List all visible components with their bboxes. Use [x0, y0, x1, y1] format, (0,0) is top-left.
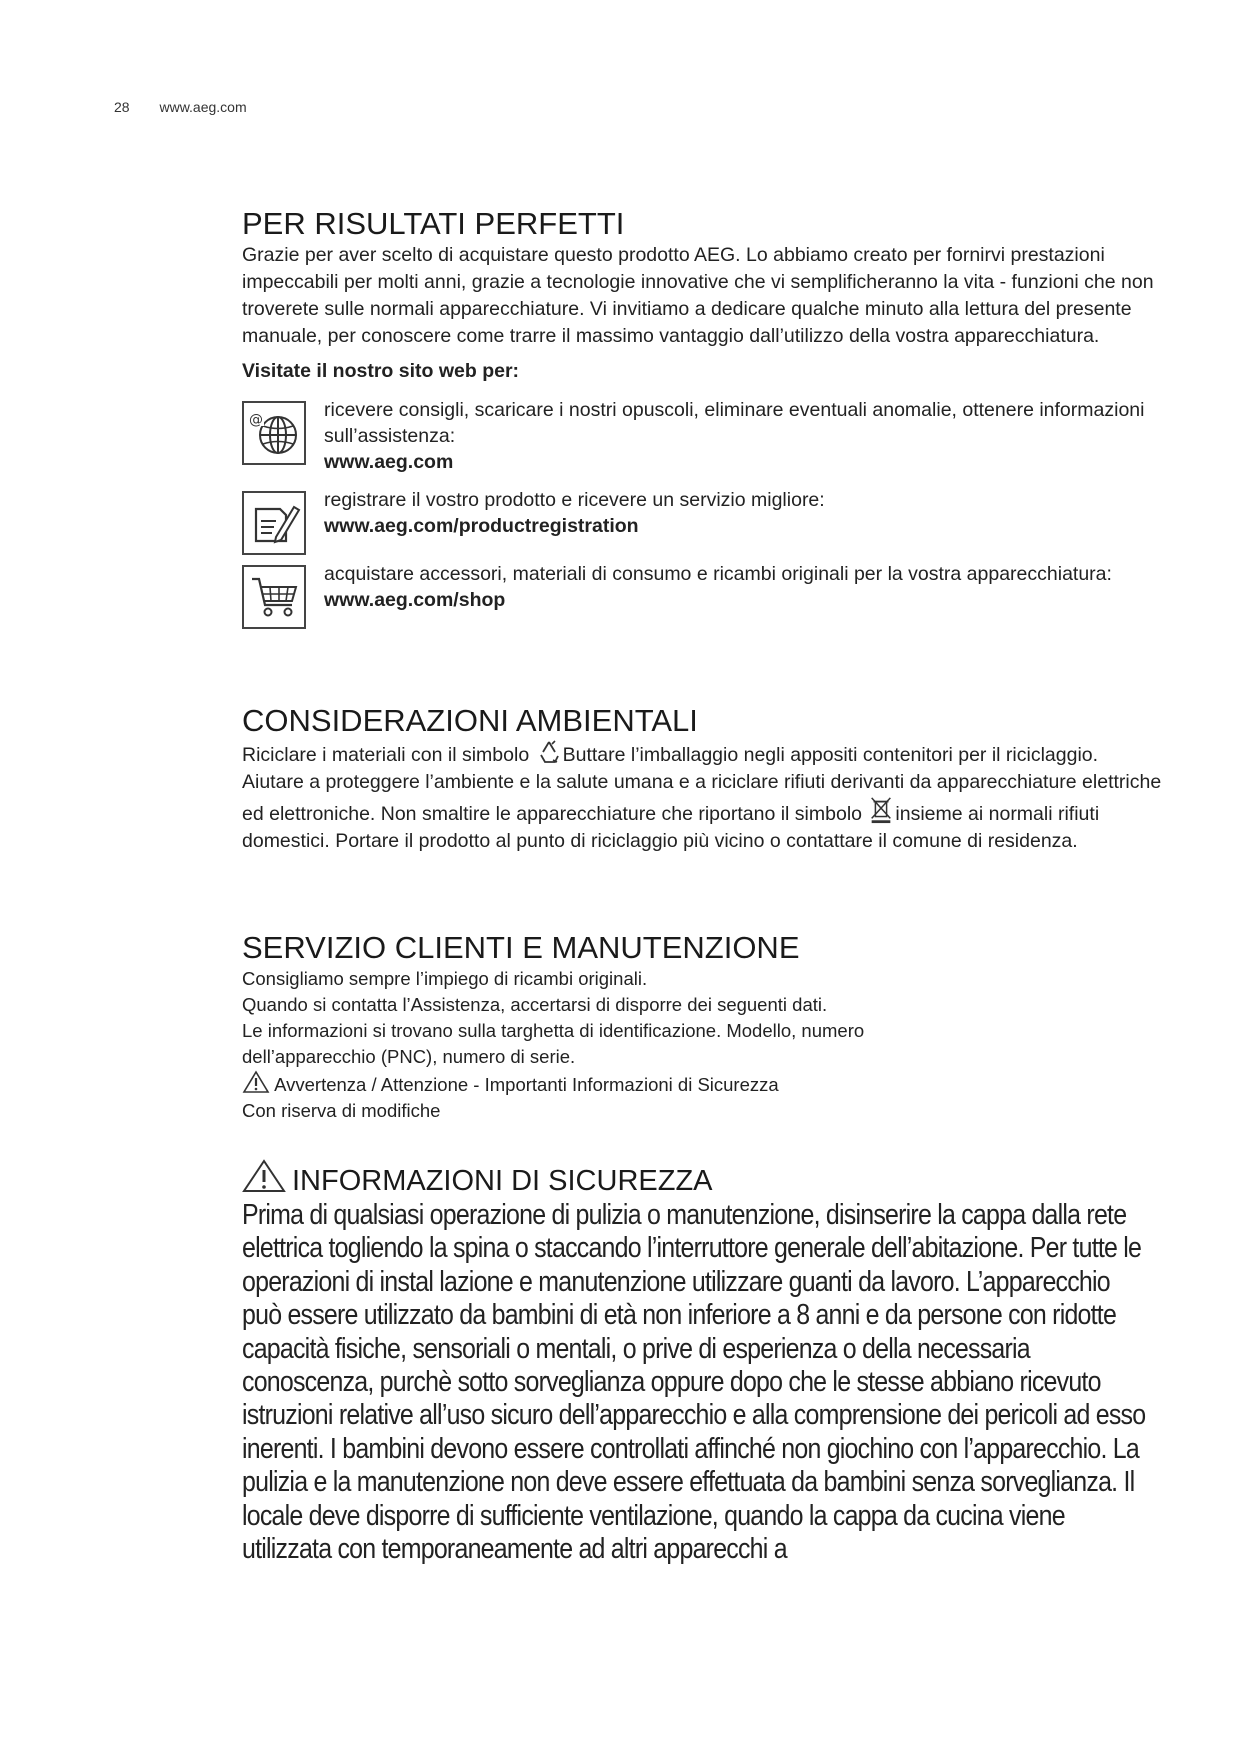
visit-heading: Visitate il nostro sito web per: [242, 360, 520, 382]
section-title-row [242, 1159, 1162, 1199]
svg-text:@: @ [249, 412, 263, 428]
page-header [114, 99, 247, 115]
env-text-c: insieme ai normali rifiuti domestici. Portare il prodotto al punto di riciclaggio più vicino o contattare il comune di residenza. [242, 803, 1100, 852]
list-item [242, 487, 1162, 555]
service-line: Consigliamo sempre l’impiego di ricambi originali. [242, 968, 648, 989]
item-text: acquistare accessori, materiali di consumo e ricambi originali per la vostra apparecchiatura: [324, 563, 1112, 585]
registration-icon [242, 491, 306, 555]
section-title: SERVIZIO CLIENTI E MANUTENZIONE [242, 930, 800, 965]
warning-triangle-icon [242, 1159, 286, 1193]
warning-triangle-icon [242, 1070, 270, 1094]
warning-text: Avvertenza / Attenzione - Importanti Informazioni di Sicurezza [274, 1074, 779, 1095]
intro-paragraph: Grazie per aver scelto di acquistare questo prodotto AEG. Lo abbiamo creato per fornirvi prestazioni impeccabili per molti anni, grazie a tecnologie innovative che vi semplificheranno la vita - funzioni che non troverete sulle normali apparecchiature. Vi invitiamo a dedicare qualche minuto alla lettura del presente manuale, per conoscere come trarre il massimo vantaggio dall’utilizzo della vostra apparecchiatura. [242, 244, 1154, 347]
environment-paragraph [242, 739, 1162, 855]
shopping-cart-icon [242, 565, 306, 629]
page-number: 28 [114, 99, 130, 115]
env-text-a: Riciclare i materiali con il simbolo [242, 744, 535, 766]
list-item [242, 397, 1162, 481]
section-perfect-results [242, 206, 1162, 635]
section-title: PER RISULTATI PERFETTI [242, 206, 625, 241]
service-line: Con riserva di modifiche [242, 1100, 441, 1121]
safety-paragraph: Prima di qualsiasi operazione di pulizia o manutenzione, disinserire la cappa dalla rete elettrica togliendo la spina o staccando l’interruttore generale dell’abitazione. Per tutte le operazioni di instal lazione e manutenzione utilizzare guanti da lavoro. L’apparecchio può essere utilizzato da bambini di età non inferiore a 8 anni e da persone con ridotte capacità fisiche, sensoriali o mentali, o prive di esperienza o della necessaria conoscenza, purchè sotto sorveglianza oppure dopo che le stesse abbiano ricevuto istruzioni relative all’uso sicuro dell’apparecchio e alla comprensione dei pericoli ad esso inerenti. I bambini devono essere controllati affinché non giochino con l’apparecchio. La pulizia e la manutenzione non deve essere effettuata da bambini senza sorveglianza. Il locale deve disporre di sufficiente ventilazione, quando la cappa da cucina viene utilizzata con temporaneamente ad altri apparecchi a [242, 1199, 1146, 1566]
recycle-icon [535, 739, 563, 765]
list-item [242, 561, 1162, 635]
globe-icon [242, 401, 306, 465]
section-title: CONSIDERAZIONI AMBIENTALI [242, 703, 698, 738]
env-text-b: Buttare l’imballaggio negli appositi contenitori per il riciclaggio. Aiutare a proteggere l’ambiente e la salute umana e a riciclare rifiuti derivanti da apparecchiature elettriche ed elettroniche. Non smaltire le apparecchiature che riportano il simbolo [242, 744, 1162, 825]
section-customer-service [242, 930, 1162, 1124]
header-website[interactable]: www.aeg.com [159, 99, 247, 115]
section-title: INFORMAZIONI DI SICUREZZA [292, 1165, 713, 1197]
link-aeg-website[interactable]: www.aeg.com [324, 451, 454, 473]
section-environment [242, 703, 1162, 855]
link-aeg-shop[interactable]: www.aeg.com/shop [324, 589, 506, 611]
warning-line [242, 1070, 1162, 1098]
service-line: Quando si contatta l’Assistenza, accertarsi di disporre dei seguenti dati. [242, 994, 828, 1015]
item-text: ricevere consigli, scaricare i nostri opuscoli, eliminare eventuali anomalie, ottenere informazioni sull’assistenza: [324, 399, 1145, 447]
service-line: Le informazioni si trovano sulla targhetta di identificazione. Modello, numero dell’apparecchio (PNC), numero di serie. [242, 1020, 865, 1067]
section-safety-information [242, 1159, 1162, 1566]
crossed-bin-icon [867, 796, 895, 822]
website-links-list [242, 397, 1162, 635]
item-text: registrare il vostro prodotto e ricevere un servizio migliore: [324, 489, 825, 511]
link-product-registration[interactable]: www.aeg.com/productregistration [324, 515, 639, 537]
